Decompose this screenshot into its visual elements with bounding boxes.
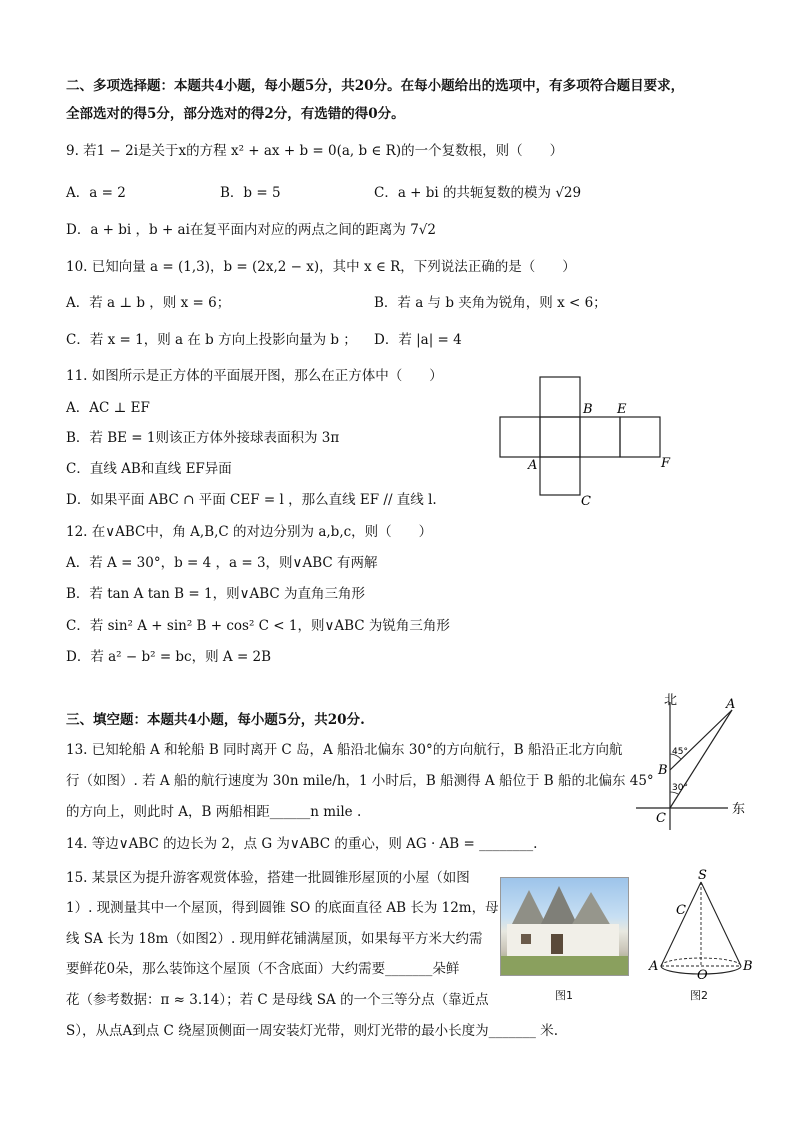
net-label-a: A — [528, 458, 538, 473]
q10-option-d: D．若 |a| = 4 — [374, 332, 462, 348]
net-face-right — [580, 417, 620, 457]
q10-option-c: C．若 x = 1，则 a 在 b 方向上投影向量为 b ； — [66, 332, 357, 348]
roof-cone-2 — [541, 886, 577, 924]
cone-label-c: C — [676, 903, 686, 918]
hut-door — [551, 934, 563, 954]
q10-option-a: A．若 a ⊥ b ，则 x = 6； — [66, 295, 231, 311]
cone-figure — [645, 868, 765, 983]
angle-30-label: 30° — [672, 783, 688, 793]
q9-option-b: B．b = 5 — [220, 185, 281, 201]
section2-header: 二、多项选择题：本题共4小题，每小题5分，共20分。在每小题给出的选项中，有多项符合题目要求， — [66, 78, 685, 94]
section2-header-2: 全部选对的得5分，部分选对的得2分，有选错的得0分。 — [66, 106, 405, 122]
q11-option-a: A．AC ⊥ EF — [66, 400, 150, 416]
q11-option-b: B．若 BE = 1则该正方体外接球表面积为 3π — [66, 430, 340, 446]
q11-stem: 11. 如图所示是正方体的平面展开图，那么在正方体中（ ） — [66, 368, 443, 384]
section3-header: 三、填空题：本题共4小题，每小题5分，共20分. — [66, 712, 365, 728]
north-label: 北 — [664, 693, 678, 708]
q9-option-d: D．a + bi ，b + ai在复平面内对应的两点之间的距离为 7√2 — [66, 222, 436, 238]
q14-text: 14. 等边∨ABC 的边长为 2，点 G 为∨ABC 的重心，则 AG · AB = ________. — [66, 836, 538, 852]
net-face-left — [500, 417, 540, 457]
ground — [501, 956, 628, 975]
label-a: A — [726, 697, 736, 712]
east-label: 东 — [732, 802, 746, 817]
figure-1-caption: 图1 — [555, 989, 573, 1002]
q13-line-2: 行（如图）. 若 A 船的航行速度为 30n mile/h，1 小时后，B 船测得 A 船位于 B 船的北偏东 45° — [66, 773, 654, 789]
q13-line-3: 的方向上，则此时 A，B 两船相距______n mile . — [66, 804, 362, 820]
net-label-c: C — [581, 494, 591, 509]
net-label-f: F — [661, 456, 671, 471]
q13-line-1: 13. 已知轮船 A 和轮船 B 同时离开 C 岛，A 船沿北偏东 30°的方向航行，B 船沿正北方向航 — [66, 742, 623, 758]
net-label-b: B — [583, 402, 593, 417]
cone-label-o: O — [697, 968, 708, 983]
q15-line-1: 15. 某景区为提升游客观赏体验，搭建一批圆锥形屋顶的小屋（如图 — [66, 870, 470, 886]
angle-45-label: 45° — [672, 747, 688, 757]
net-face-top — [540, 377, 580, 417]
q15-line-2: 1）. 现测量其中一个屋顶，得到圆锥 SO 的底面直径 AB 长为 12m，母 — [66, 900, 499, 916]
cone-generatrix-right — [701, 882, 741, 966]
q12-stem: 12. 在∨ABC中，角 A,B,C 的对边分别为 a,b,c，则（ ） — [66, 524, 433, 540]
q12-option-c: C．若 sin² A + sin² B + cos² C < 1，则∨ABC 为锐角三角形 — [66, 618, 450, 634]
q11-option-d: D．如果平面 ABC ∩ 平面 CEF = l ，那么直线 EF // 直线 l. — [66, 492, 437, 508]
cone-label-a: A — [649, 959, 659, 974]
hut-window — [521, 934, 531, 944]
cone-label-b: B — [743, 959, 753, 974]
cone-generatrix-left — [661, 882, 701, 966]
net-face-far-right — [620, 417, 660, 457]
q15-line-6: S），从点A到点 C 绕屋顶侧面一周安装灯光带，则灯光带的最小长度为_______ 米. — [66, 1023, 558, 1039]
net-face-center — [540, 417, 580, 457]
label-c: C — [656, 811, 666, 826]
q9-option-c: C．a + bi 的共轭复数的模为 √29 — [374, 185, 582, 201]
segment-ca — [670, 710, 732, 808]
trulli-photo-illustration — [501, 878, 628, 975]
q15-line-4: 要鲜花0朵，那么装饰这个屋顶（不含底面）大约需要_______朵鲜 — [66, 961, 460, 977]
trulli-photo — [500, 877, 629, 976]
q12-option-d: D．若 a² − b² = bc，则 A = 2B — [66, 649, 272, 665]
q9-option-a: A．a = 2 — [66, 185, 126, 201]
q11-option-c: C．直线 AB和直线 EF异面 — [66, 461, 232, 477]
navigation-figure — [628, 690, 778, 835]
q10-stem: 10. 已知向量 a = (1,3)，b = (2x,2 − x)，其中 x ∈ R，下列说法正确的是（ ） — [66, 259, 576, 275]
cube-net-figure — [495, 372, 675, 512]
segment-ba — [670, 710, 732, 770]
q12-option-b: B．若 tan A tan B = 1，则∨ABC 为直角三角形 — [66, 586, 365, 602]
roof-cone-3 — [571, 892, 611, 926]
q9-stem: 9. 若1 − 2i是关于x的方程 x² + ax + b = 0(a, b ∈ R)的一个复数根，则（ ） — [66, 143, 564, 159]
net-face-bottom — [540, 457, 580, 495]
figure-2-caption: 图2 — [690, 989, 708, 1002]
q10-option-b: B．若 a 与 b 夹角为锐角，则 x < 6； — [374, 295, 607, 311]
label-b: B — [658, 763, 668, 778]
q15-line-5: 花（参考数据：π ≈ 3.14）；若 C 是母线 SA 的一个三等分点（靠近点 — [66, 992, 489, 1008]
q12-option-a: A．若 A = 30°，b = 4 ，a = 3，则∨ABC 有两解 — [66, 555, 378, 571]
cone-label-s: S — [698, 868, 707, 883]
net-label-e: E — [617, 402, 627, 417]
q15-line-3: 线 SA 长为 18m（如图2）. 现用鲜花铺满屋顶，如果每平方米大约需 — [66, 931, 483, 947]
roof-cone-1 — [511, 890, 547, 926]
